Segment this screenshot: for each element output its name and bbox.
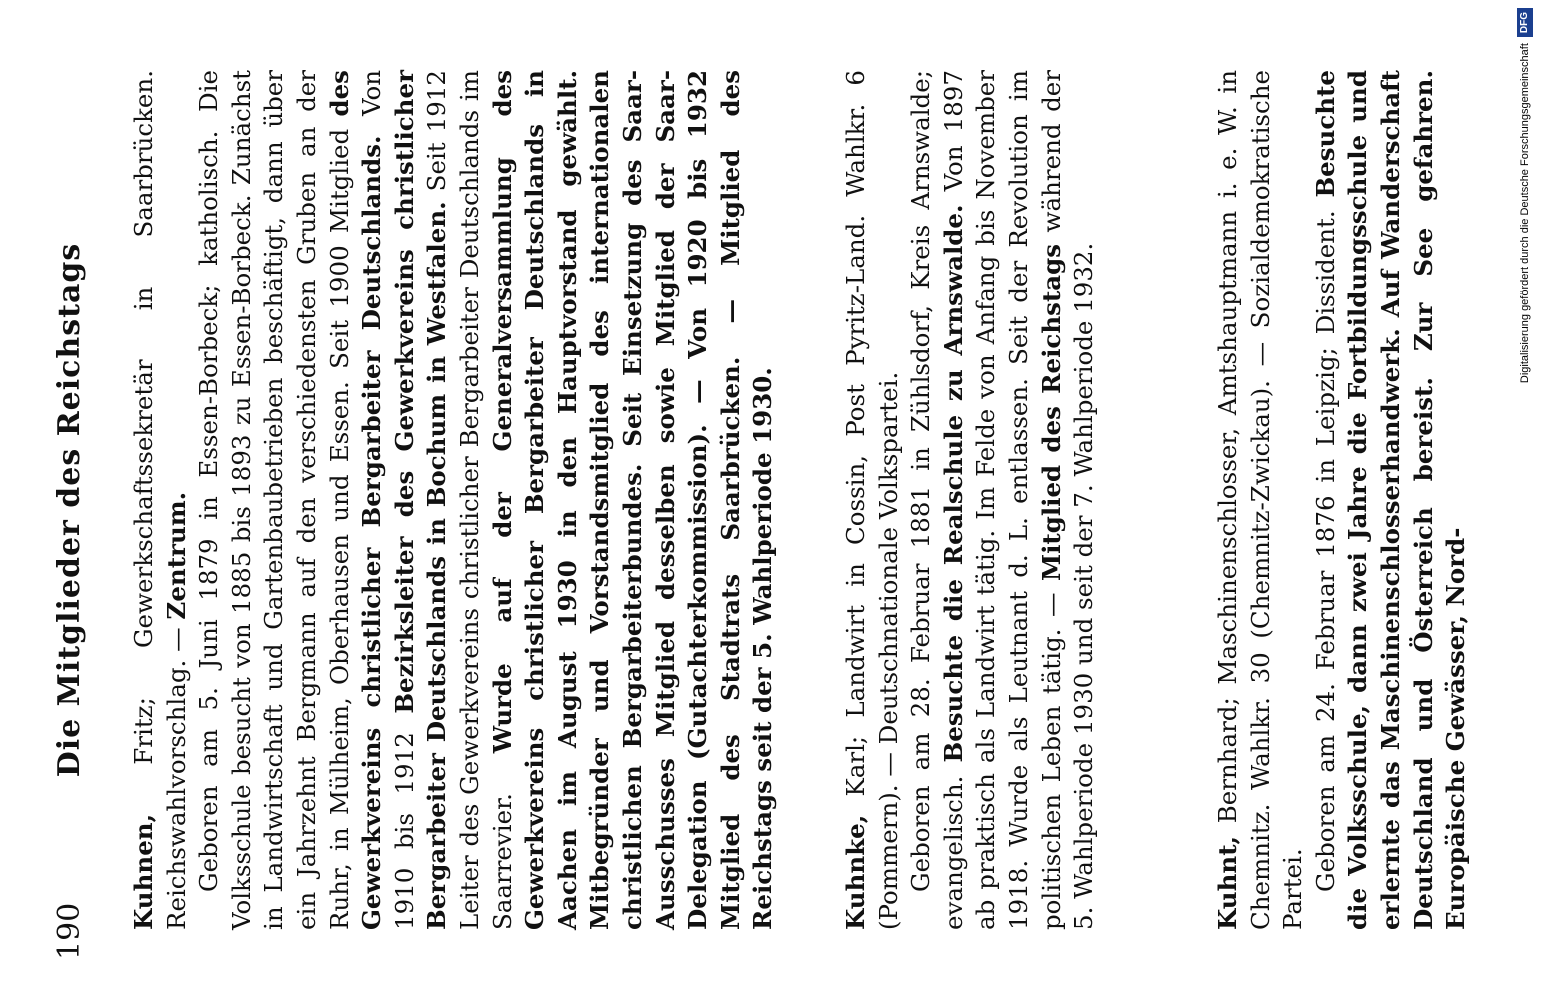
entry-heading-rest: Bernhard; Maschinenschlosser, Amtshauptmann i. e. W. in Chemnitz. Wahlkr. 30 (Chemnitz-Zwickau). — Sozialdemokratische Partei. [1213,70,1308,930]
entry-name: Kuhnen, [129,813,158,930]
dfg-logo: DFG [1517,8,1533,37]
entry-party: Zentrum. [161,491,191,620]
running-head: Die Mitglieder des Reichstags [52,242,87,778]
entry-text-bold: Besuchte die Volksschule, dann zwei Jahre die Fortbildungsschule und erlernte das Maschinenschlosserhandwerk. Auf Wanderschaft Deutschland und Österreich bereist. Zur See gefahren. Europäische Gewässer, Nord- [1310,69,1471,930]
entry-heading-rest: Karl; Landwirt in Cossin, Post Pyritz-Land. Wahlkr. 6 (Pommern). — Deutschnationale Volkspartei. [841,70,903,930]
entry-body [193,70,780,930]
entry-text: Geboren am 28. Februar 1881 in Zühlsdorf, Kreis Arnswalde; evangelisch. [906,70,968,930]
entry-text: Seit 1912 Leiter des Gewerkvereins christlicher Bergarbeiter Deutschlands im Saarrevier. [422,70,517,930]
entry-text: Von 1910 bis 1912 [357,70,419,930]
biography-entry-kuhnt [1212,70,1473,930]
entry-text-bold: Besuchte die Realschule zu Arnswalde. [938,204,968,763]
entry-text: Von 1897 ab praktisch als Landwirt tätig. Im Felde von Anfang bis November 1918. Wurde als Leutnant d. L. entlassen. Seit der Revolution im politischen Leben tätig. — [938,70,1066,930]
dfg-credit [1514,8,1536,992]
entry-text-bold: Bezirksleiter des Gewerkvereins christlicher Bergarbeiter Deutschlands in Bochum in Westfalen. [389,70,452,930]
entry-heading [1212,70,1310,930]
entry-heading [128,70,193,930]
biography-entry-kuhnen [128,70,780,930]
entry-text-bold: des Gewerkvereins christlicher Bergarbeiter Deutschlands. [324,70,387,930]
entry-text-bold: Mitglied des Reichstags [1036,243,1066,582]
entry-text: Geboren am 24. Februar 1876 in Leipzig; Dissident. [1310,210,1340,892]
entry-body [905,70,1101,930]
entry-name: Kuhnke, [841,814,870,930]
entry-text-bold: Wurde auf der Generalversammlung des Gewerkvereins christlicher Bergarbeiter Deutschlands in Aachen im August 1930 in den Hauptvorstand gewählt. Mitbegründer und Vorstandsmitglied des internationalen christlichen Bergarbeiterbundes. Seit Einsetzung des Saar-Ausschusses Mitglied desselben sowie Mitglied der Saar-Delegation (Gutachterkommission). — Von 1920 bis 1932 Mitglied des Stadtrats Saarbrücken. — Mitglied des Reichstags seit der 5. Wahlperiode 1930. [487,70,778,930]
entry-text: während der 5. Wahlperiode 1930 und seit der 7. Wahlperiode 1932. [1036,70,1099,930]
entry-heading [840,70,905,930]
dfg-credit-strip [1514,8,1536,992]
entry-text: Geboren am 5. Juni 1879 in Essen-Borbeck; katholisch. Die Volksschule besucht von 1885 bis 1893 zu Essen-Borbeck. Zunächst in Landwirtschaft und Gartenbaubetrieben beschäftigt, dann über ein Jahrzehnt Bergmann auf den verschiedensten Gruben an der Ruhr, in Mülheim, Oberhausen und Essen. Seit 1900 Mitglied [194,70,354,930]
entry-heading-rest: Fritz; Gewerkschaftssekretär in Saarbrücken. Reichswahlvorschlag. — [129,70,191,930]
dfg-credit-text: Digitalisierung gefördert durch die Deutsche Forschungsgemeinschaft [1519,43,1531,384]
entry-name: Kuhnt, [1213,835,1242,930]
biography-entry-kuhnke [840,70,1101,930]
entry-body [1310,70,1473,930]
page-header [52,60,92,960]
page-number: 190 [52,902,87,960]
